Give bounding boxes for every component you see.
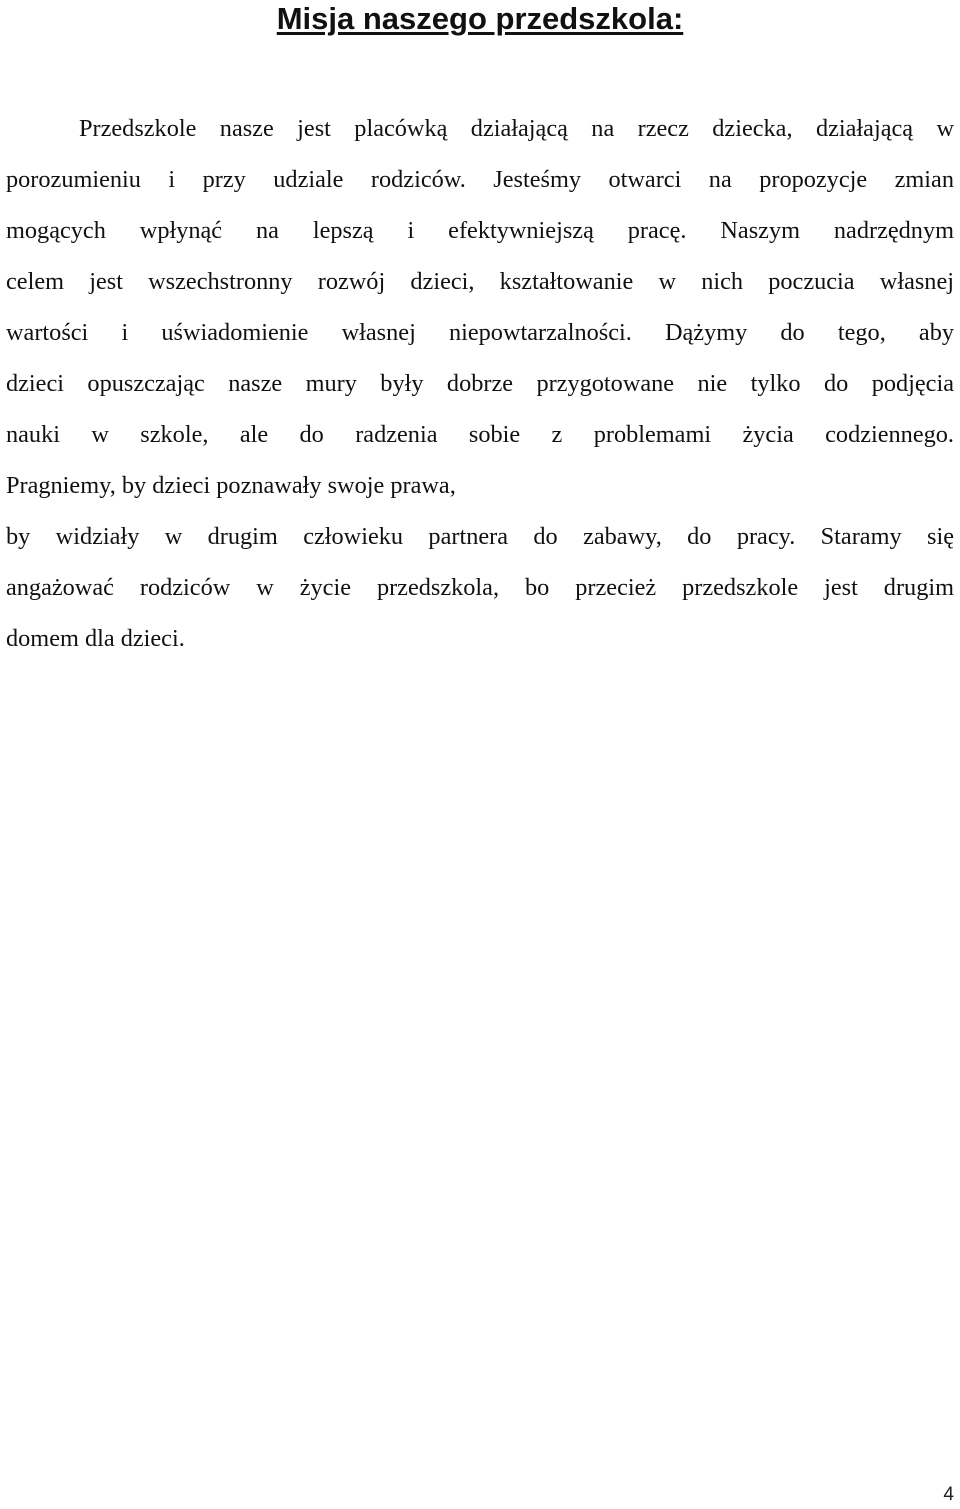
- page-title: Misja naszego przedszkola:: [276, 1, 684, 36]
- paragraph-line-2: porozumieniu i przy udziale rodziców. Jesteśmy otwarci na propozycje zmian: [6, 166, 954, 193]
- paragraph-line-11: domem dla dzieci.: [6, 625, 185, 652]
- paragraph-line-10: angażować rodziców w życie przedszkola, bo przecież przedszkole jest drugim: [6, 574, 954, 601]
- mission-paragraph: [6, 103, 954, 664]
- paragraph-line-9: by widziały w drugim człowieku partnera do zabawy, do pracy. Staramy się: [6, 523, 954, 550]
- paragraph-line-8: Pragniemy, by dzieci poznawały swoje prawa,: [6, 472, 456, 499]
- page-number: 4: [943, 1484, 954, 1505]
- paragraph-line-1: Przedszkole nasze jest placówką działającą na rzecz dziecka, działającą w: [79, 115, 954, 142]
- paragraph-line-7: nauki w szkole, ale do radzenia sobie z problemami życia codziennego.: [6, 421, 954, 448]
- paragraph-line-4: celem jest wszechstronny rozwój dzieci, kształtowanie w nich poczucia własnej: [6, 268, 954, 295]
- paragraph-line-3: mogących wpłynąć na lepszą i efektywniejszą pracę. Naszym nadrzędnym: [6, 217, 954, 244]
- paragraph-line-5: wartości i uświadomienie własnej niepowtarzalności. Dążymy do tego, aby: [6, 319, 954, 346]
- paragraph-line-6: dzieci opuszczając nasze mury były dobrze przygotowane nie tylko do podjęcia: [6, 370, 954, 397]
